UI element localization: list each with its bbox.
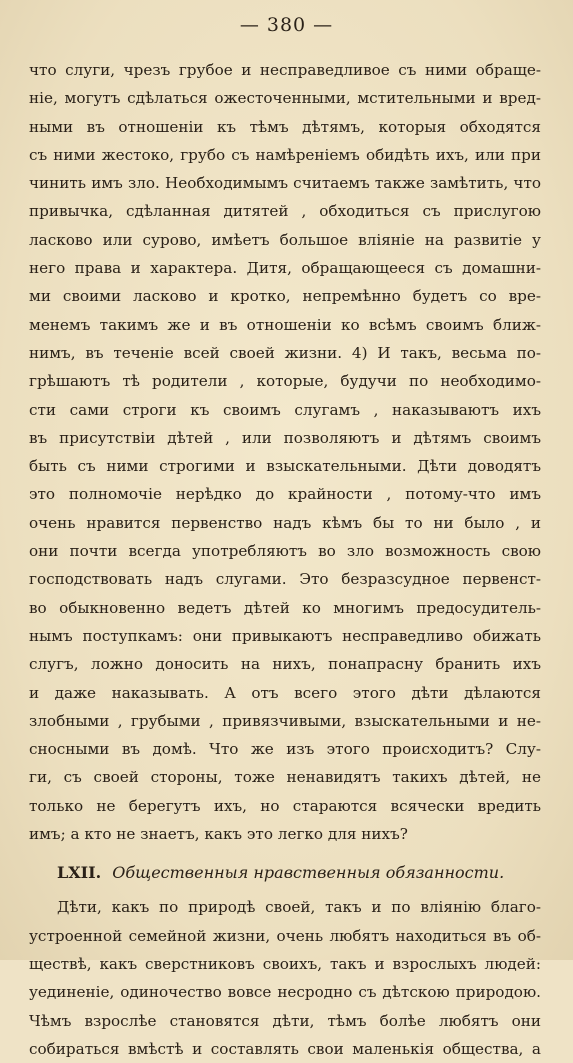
text-line: ществѣ, какъ сверстниковъ своихъ, такъ и взрослыхъ людей: [29, 954, 541, 973]
text-line: быть съ ними строгими и взыскательными. Дѣти доводятъ [29, 457, 541, 476]
page-body [29, 56, 541, 1063]
text-line: съ ними жестоко, грубо съ намѣреніемъ обидѣть ихъ, или при [29, 145, 541, 164]
text-line: Чѣмъ взрослѣе становятся дѣти, тѣмъ болѣе любятъ они [29, 1011, 541, 1030]
text-line: сносными въ домѣ. Что же изъ этого происходитъ? Слу- [29, 740, 541, 759]
text-line: слугъ, ложно доносить на нихъ, понапрасну бранить ихъ [29, 655, 541, 674]
text-line: это полномочіе нерѣдко до крайности , потому-что имъ [29, 485, 541, 504]
text-line: во обыкновенно ведетъ дѣтей ко многимъ предосудитель- [29, 598, 541, 617]
text-line: что слуги, чрезъ грубое и несправедливое съ ними обраще- [29, 61, 541, 79]
text-line: очень нравится первенство надъ кѣмъ бы то ни было , и [29, 513, 541, 532]
text-line: нимъ, въ теченіе всей своей жизни. 4) И такъ, весьма по- [29, 343, 541, 362]
text-line: собираться вмѣстѣ и составлять свои маленькія общества, а [29, 1039, 541, 1058]
section-number: LXII. [57, 863, 102, 883]
text-line: ніе, могутъ сдѣлаться ожесточенными, мстительными и вред- [29, 89, 541, 108]
text-line: только не берегутъ ихъ, но стараются всячески вредить [29, 796, 541, 815]
text-line: чинить имъ зло. Необходимымъ считаемъ также замѣтить, что [29, 174, 541, 193]
text-line: менемъ такимъ же и въ отношеніи ко всѣмъ своимъ ближ- [29, 315, 541, 334]
text-line: привычка, сдѣланная дитятей , обходиться съ прислугою [29, 202, 541, 221]
text-line: имъ; а кто не знаетъ, какъ это легко для нихъ? [29, 825, 408, 844]
text-line: ными въ отношеніи къ тѣмъ дѣтямъ, которыя обходятся [29, 117, 541, 136]
text-line: него права и характера. Дитя, обращающееся съ домашни- [29, 259, 541, 278]
page-number: — 380 — [239, 14, 334, 36]
text-line: ги, съ своей стороны, тоже ненавидятъ такихъ дѣтей, не [29, 768, 541, 787]
text-line: злобными , грубыми , привязчивыми, взыскательными и не- [29, 711, 541, 730]
text-line: устроенной семейной жизни, очень любятъ находиться въ об- [29, 926, 541, 945]
paragraph-1 [29, 56, 541, 848]
text-line: нымъ поступкамъ: они привыкаютъ несправедливо обижать [29, 626, 541, 645]
paragraph-2 [29, 893, 541, 1063]
text-line: грѣшаютъ тѣ родители , которые, будучи по необходимо- [29, 372, 541, 391]
text-line: въ присутствіи дѣтей , или позволяютъ и дѣтямъ своимъ [29, 428, 541, 447]
text-line: господствовать надъ слугами. Это безразсудное первенст- [29, 570, 541, 589]
text-line: ласково или сурово, имѣетъ большое вліяніе на развитіе у [29, 230, 541, 249]
section-title: Общественныя нравственныя обязанности. [112, 863, 505, 883]
text-line: и даже наказывать. А отъ всего этого дѣти дѣлаются [29, 683, 541, 702]
section-heading [29, 857, 541, 889]
text-line: они почти всегда употребляютъ во зло возможность свою [29, 542, 541, 561]
text-line: уединеніе, одиночество вовсе несродно съ дѣтскою природою. [29, 983, 541, 1002]
text-line: Дѣти, какъ по природѣ своей, такъ и по вліянію благо- [57, 898, 541, 917]
text-line: сти сами строги къ своимъ слугамъ , наказываютъ ихъ [29, 400, 541, 419]
text-line: ми своими ласково и кротко, непремѣнно будетъ со вре- [29, 287, 541, 306]
